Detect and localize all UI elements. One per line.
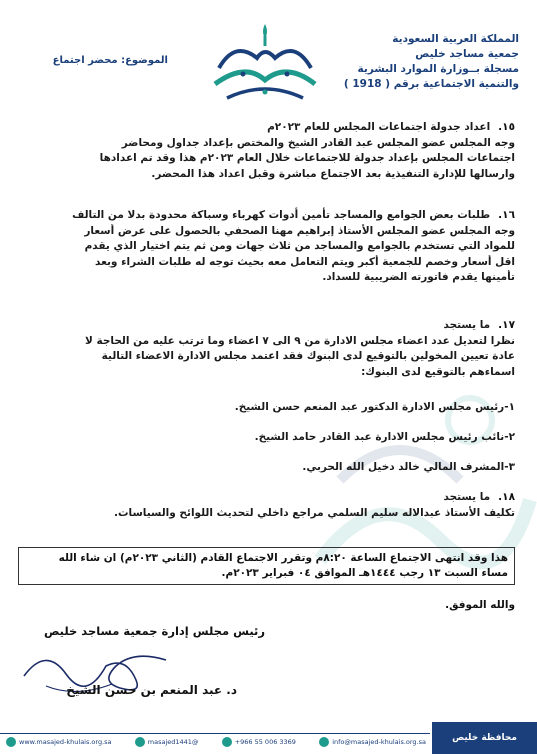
association-logo bbox=[205, 18, 325, 108]
org-line-registration: مسجلة بــوزارة الموارد البشرية bbox=[357, 63, 519, 75]
signer-entry: ٢-نائب رئيس مجلس الادارة عبد القادر حامد الشيخ. bbox=[254, 431, 515, 443]
phone-text: +966 55 006 3369 bbox=[234, 738, 296, 746]
item-title: طلبات بعض الجوامع والمساجد تأمين أدوات كهرباء وسباكة محدودة بدلا من التالف bbox=[72, 209, 491, 221]
notice-line: مساء السبت ١٣ رجب ١٤٤٤هـ الموافق ٠٤ فبراير ٢٠٢٣م. bbox=[221, 567, 508, 579]
globe-icon bbox=[6, 737, 16, 747]
province-badge: محافظة خليص bbox=[432, 722, 537, 754]
footer-website[interactable] bbox=[6, 737, 112, 747]
item-line: عادة تعيين المخولين بالتوقيع لدى البنوك فقد اعتمد مجلس الادارة الاعضاء التالية bbox=[101, 350, 515, 362]
item-line: وارسالها للإدارة التنفيذية بعد الاجتماع مباشرة وقبل اعداد هذا المحضر. bbox=[151, 167, 515, 180]
item-title: اعداد جدولة اجتماعات المجلس للعام ٢٠٢٣م bbox=[267, 121, 491, 133]
item-line: تأمينها يقدم فاتورته الضريبية للسداد. bbox=[322, 271, 515, 283]
phone-icon bbox=[222, 737, 232, 747]
item-line: وجه المجلس عضو المجلس عبد القادر الشيخ والمختص بإعداد جداول ومحاضر bbox=[121, 136, 515, 149]
closing-phrase: والله الموفق. bbox=[445, 599, 515, 611]
footer-twitter[interactable] bbox=[135, 737, 199, 747]
agenda-item-15 bbox=[23, 120, 515, 182]
agenda-item-17 bbox=[23, 318, 515, 380]
item-number: ١٧. bbox=[498, 319, 515, 331]
item-title: ما يستجد bbox=[443, 491, 491, 503]
footer-contacts bbox=[6, 737, 426, 747]
authorized-signers-list bbox=[23, 400, 515, 416]
signatory-title: رئيس مجلس إدارة جمعية مساجد خليص bbox=[43, 624, 265, 638]
item-line: اسماءهم بالتوقيع لدى البنوك: bbox=[361, 365, 515, 378]
item-line: للمواد التي تستخدم بالجوامع والمساجد من ثلاث جهات ومن ثم يتم اختيار الذي يقدم bbox=[84, 240, 515, 252]
twitter-icon bbox=[135, 737, 145, 747]
item-number: ١٨. bbox=[498, 491, 515, 503]
org-line-country: المملكة العربية السعودية bbox=[392, 33, 519, 45]
authorized-signers-list-2 bbox=[23, 430, 515, 446]
subject-line: الموضوع: محضر اجتماع bbox=[52, 55, 168, 66]
footer-phone[interactable] bbox=[222, 737, 296, 747]
email-text: info@masajed-khulais.org.sa bbox=[332, 738, 426, 746]
signer-entry: ٣-المشرف المالي خالد دخيل الله الحربي. bbox=[302, 461, 515, 473]
footer-divider bbox=[0, 733, 430, 734]
org-line-name: جمعية مساجد خليص bbox=[415, 48, 519, 60]
item-line: وجه المجلس عضو المجلس الأستاذ إبراهيم مهنا الصحفي بالحصول على عرض أسعار bbox=[84, 224, 515, 237]
website-text: www.masajed-khulais.org.sa bbox=[19, 738, 112, 746]
agenda-item-18 bbox=[23, 490, 515, 521]
signer-entry: ١-رئيس مجلس الادارة الدكتور عبد المنعم حسن الشيخ. bbox=[234, 401, 515, 413]
item-number: ١٦. bbox=[498, 209, 515, 221]
organization-header bbox=[304, 32, 519, 92]
twitter-text: masajed1441@ bbox=[147, 738, 199, 746]
org-line-registration-number: والتنمية الاجتماعية برقم ( 1918 ) bbox=[343, 78, 519, 90]
item-line: اقل أسعار وخصم للجمعية أكبر ويتم التعامل معه بحيث توجه له طلبات الشراء وبعد bbox=[95, 255, 515, 268]
notice-line: هذا وقد انتهى الاجتماع الساعة ٨:٢٠م وتقرر الاجتماع القادم (الثاني ٢٠٢٣م) ان شاء الله bbox=[58, 552, 508, 564]
item-line: نظرا لتعديل عدد اعضاء مجلس الادارة من ٩ الى ٧ اعضاء وما ترتب عليه من الحاجة لا bbox=[85, 334, 515, 347]
item-line: اجتماعات المجلس بإعداد جدولة للاجتماعات خلال العام ٢٠٢٣م هذا وقد تم اعدادها bbox=[99, 152, 515, 164]
item-line: تكليف الأستاذ عبدالاله سليم السلمي مراجع داخلي لتحديث اللوائح والسياسات. bbox=[113, 506, 515, 519]
signatory-name: د. عبد المنعم بن حسن الشيخ bbox=[66, 683, 237, 697]
authorized-signers-list-3 bbox=[23, 460, 515, 476]
item-title: ما يستجد bbox=[443, 319, 491, 331]
agenda-item-16 bbox=[23, 208, 515, 286]
email-icon bbox=[319, 737, 329, 747]
footer bbox=[0, 722, 537, 754]
meeting-end-notice bbox=[18, 547, 515, 585]
item-number: ١٥. bbox=[498, 121, 515, 133]
footer-email[interactable] bbox=[319, 737, 426, 747]
